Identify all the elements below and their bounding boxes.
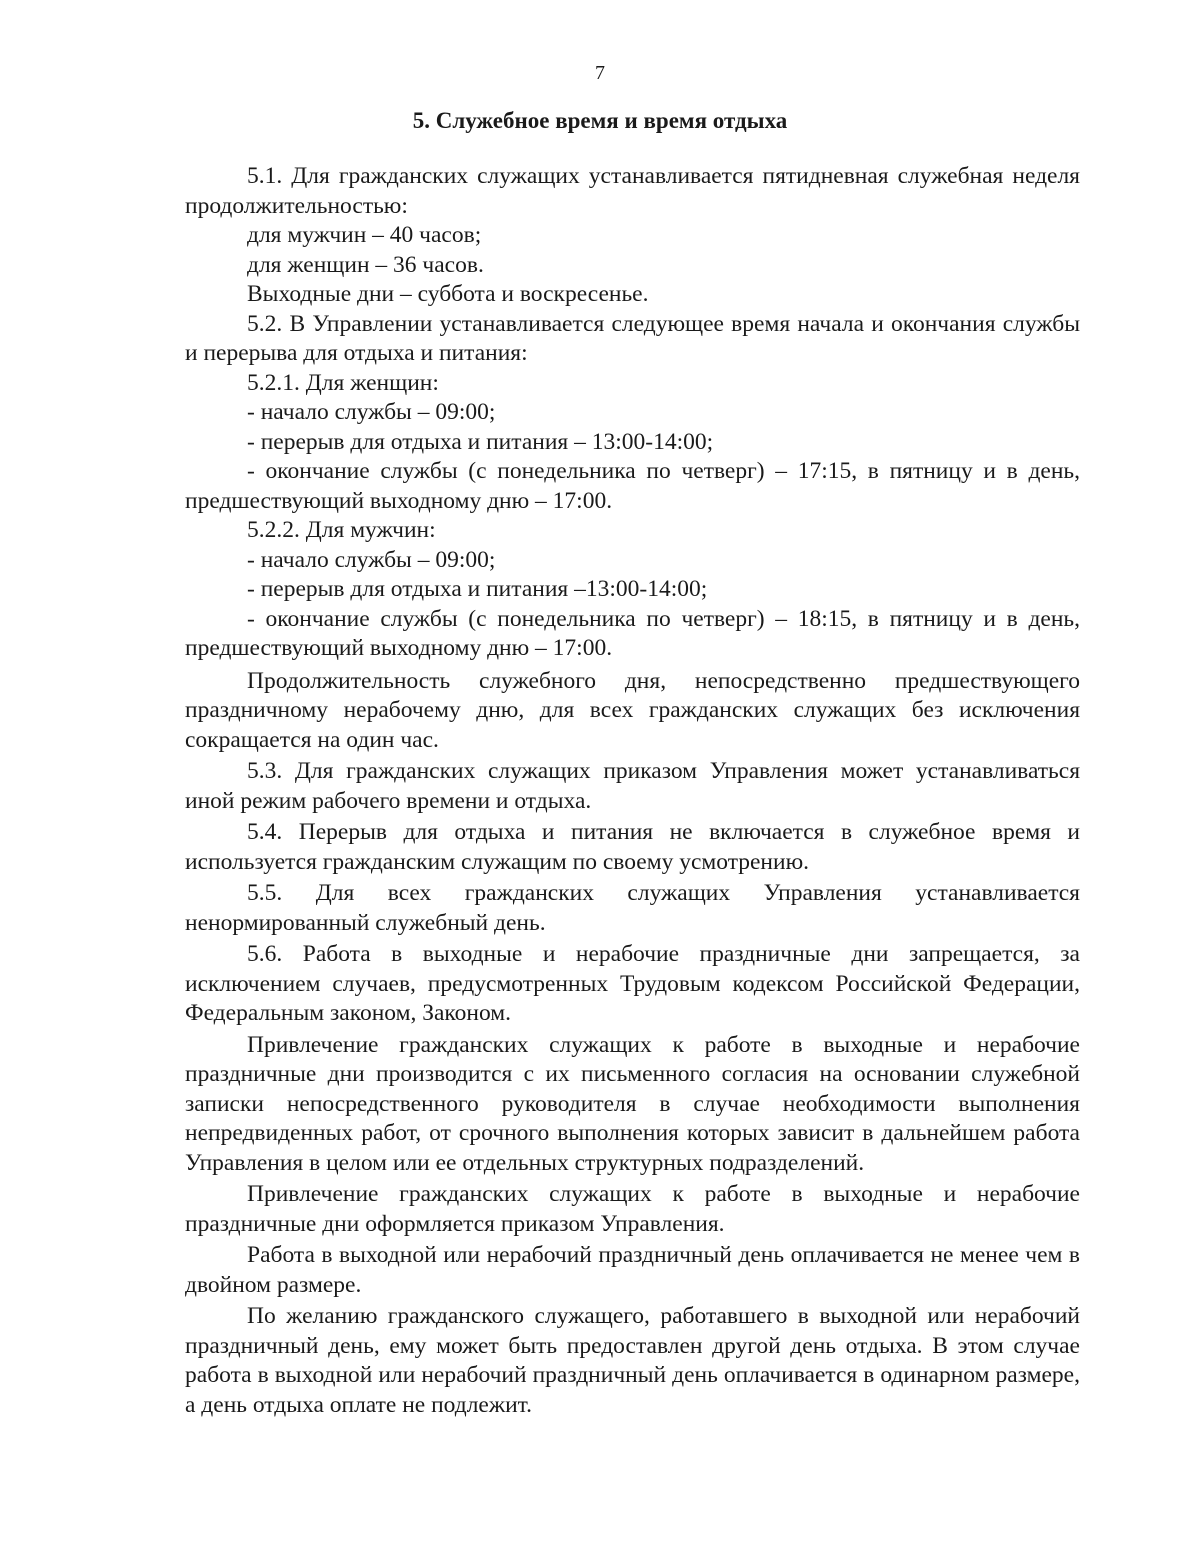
section-heading: 5. Служебное время и время отдыха — [412, 108, 788, 133]
document-body — [185, 162, 1080, 1420]
list-item-men-start: - начало службы – 09:00; — [247, 546, 496, 573]
list-item-women-hours: для женщин – 36 часов. — [247, 251, 484, 278]
paragraph-5-3: 5.3. Для гражданских служащих приказом Управления может устанавливаться иной режим рабочего времени и отдыха. — [185, 758, 1080, 814]
paragraph-pre-holiday: Продолжительность служебного дня, непосредственно предшествующего праздничному нерабочему дню, для всех гражданских служащих без исключения сокращается на один час. — [185, 667, 1080, 753]
paragraph-5-4: 5.4. Перерыв для отдыха и питания не включается в служебное время и используется гражданским служащим по своему усмотрению. — [185, 819, 1080, 875]
list-item-women-break: - перерыв для отдыха и питания – 13:00-14:00; — [247, 428, 714, 455]
list-item-women-start: - начало службы – 09:00; — [247, 399, 496, 425]
paragraph-day-off: По желанию гражданского служащего, работавшего в выходной или нерабочий праздничный день, ему может быть предоставлен другой день отдыха. В этом случае работа в выходной или нерабочий праздничный день оплачивается в одинарном размере, а день отдыха оплате не подлежит. — [185, 1303, 1080, 1418]
page-number: 7 — [595, 62, 605, 84]
paragraph-5-1: 5.1. Для гражданских служащих устанавливается пятидневная служебная неделя продолжительностью: — [185, 163, 1080, 219]
paragraph-double-pay: Работа в выходной или нерабочий праздничный день оплачивается не менее чем в двойном размере. — [185, 1242, 1080, 1298]
paragraph-weekend-order: Привлечение гражданских служащих к работе в выходные и нерабочие праздничные дни оформляется приказом Управления. — [185, 1181, 1080, 1237]
paragraph-5-6: 5.6. Работа в выходные и нерабочие праздничные дни запрещается, за исключением случаев, предусмотренных Трудовым кодексом Российской Федерации, Федеральным законом, Законом. — [185, 941, 1080, 1026]
paragraph-5-2-2: 5.2.2. Для мужчин: — [247, 517, 436, 543]
list-item-weekend: Выходные дни – суббота и воскресенье. — [247, 281, 649, 307]
list-item-women-end: - окончание службы (с понедельника по четверг) – 17:15, в пятницу и в день, предшествующий выходному дню – 17:00. — [185, 458, 1080, 514]
list-item-men-hours: для мужчин – 40 часов; — [247, 222, 482, 248]
paragraph-weekend-work: Привлечение гражданских служащих к работе в выходные и нерабочие праздничные дни производится с их письменного согласия на основании служебной записки непосредственного руководителя в случае необходимости выполнения непредвиденных работ, от срочного выполнения которых зависит в дальнейшем работа Управления в целом или ее отдельных структурных подразделений. — [185, 1031, 1080, 1176]
paragraph-5-5: 5.5. Для всех гражданских служащих Управления устанавливается ненормированный служебный день. — [185, 880, 1080, 936]
list-item-men-break: - перерыв для отдыха и питания –13:00-14:00; — [247, 576, 708, 602]
paragraph-5-2: 5.2. В Управлении устанавливается следующее время начала и окончания службы и перерыва для отдыха и питания: — [185, 310, 1080, 366]
paragraph-5-2-1: 5.2.1. Для женщин: — [247, 369, 439, 396]
list-item-men-end: - окончание службы (с понедельника по четверг) – 18:15, в пятницу и в день, предшествующий выходному дню – 17:00. — [185, 605, 1080, 661]
